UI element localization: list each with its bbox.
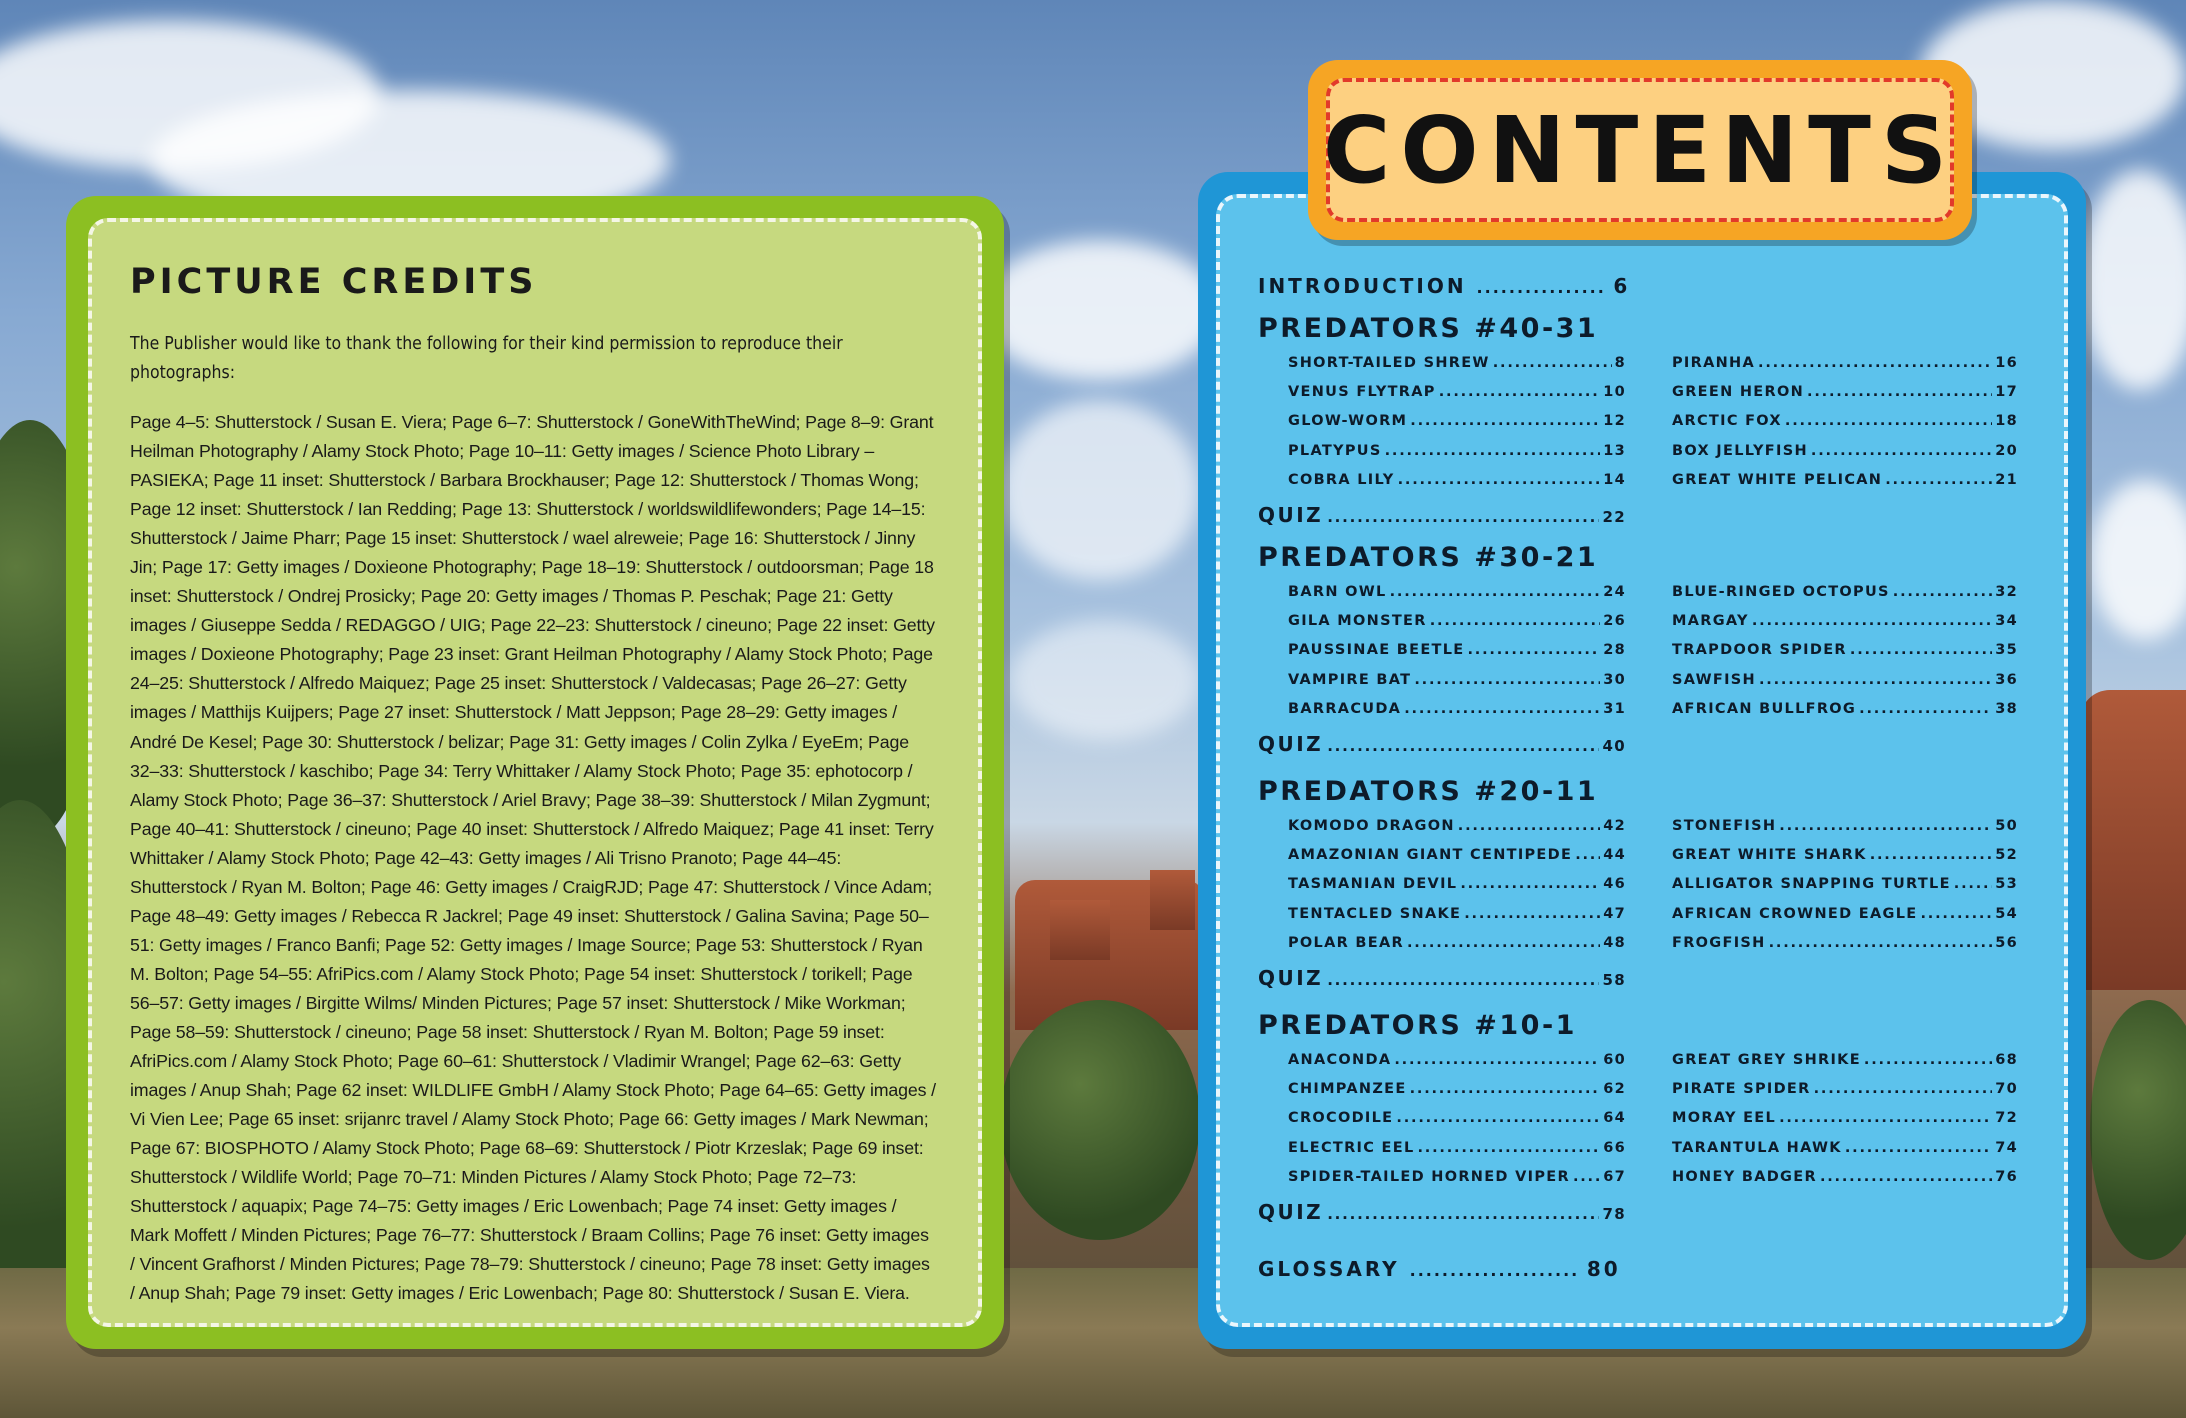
toc-entry-label: GREAT WHITE SHARK [1672, 847, 1867, 864]
toc-introduction-page: 6 [1613, 274, 1631, 298]
toc-entry-page: 38 [1995, 700, 2018, 717]
picture-credits-inner [88, 218, 982, 1327]
toc-introduction-dots: ................ [1476, 278, 1614, 297]
toc-entry-page: 68 [1995, 1052, 2018, 1068]
toc-entry-page: 16 [1995, 355, 2018, 371]
toc-entry-page: 62 [1603, 1081, 1626, 1098]
toc-entry-page: 46 [1603, 876, 1626, 893]
toc-entry-page: 66 [1603, 1139, 1626, 1156]
toc-introduction-label: INTRODUCTION [1258, 274, 1467, 298]
contents-panel [1198, 172, 2086, 1349]
toc-entry-label: GLOW-WORM [1288, 413, 1408, 430]
toc-entry-label: MARGAY [1672, 613, 1749, 630]
toc-entry-label: VAMPIRE BAT [1288, 671, 1412, 688]
toc-quiz-label: QUIZ [1258, 1200, 1324, 1224]
toc-entry-label: TASMANIAN DEVIL [1288, 876, 1458, 893]
toc-entry-label: SPIDER-TAILED HORNED VIPER [1288, 1168, 1570, 1185]
toc-entry-label: AFRICAN BULLFROG [1672, 700, 1857, 717]
toc-entry-page: 12 [1603, 413, 1626, 430]
toc-section-heading[interactable]: PREDATORS #40-31 [1258, 313, 1599, 344]
toc-entry-label: ANACONDA [1288, 1052, 1392, 1068]
toc-entry-page: 30 [1603, 671, 1626, 688]
toc-entry-label: TRAPDOOR SPIDER [1672, 642, 1847, 659]
contents-title: CONTENTS [1322, 96, 1958, 204]
toc-entry-page: 36 [1995, 671, 2018, 688]
toc-entry-page: 44 [1603, 847, 1626, 864]
toc-entry-page: 70 [1995, 1081, 2018, 1098]
toc-entry-page: 48 [1603, 934, 1626, 951]
toc-glossary-page: 80 [1586, 1257, 1621, 1281]
toc-entry-label: PIRATE SPIDER [1672, 1081, 1811, 1098]
toc-entry-page: 56 [1995, 934, 2018, 951]
toc-entry-label: ARCTIC FOX [1672, 413, 1782, 430]
toc-entry-label: BARRACUDA [1288, 700, 1402, 717]
toc-entry-page: 74 [1995, 1139, 2018, 1156]
toc-entry-label: PLATYPUS [1288, 442, 1382, 459]
toc-entry-label: VENUS FLYTRAP [1288, 384, 1436, 401]
toc-entry-label: ALLIGATOR SNAPPING TURTLE [1672, 876, 1951, 893]
toc-entry-label: CROCODILE [1288, 1110, 1394, 1127]
toc-entry-label: KOMODO DRAGON [1288, 818, 1455, 834]
toc-entry-label: STONEFISH [1672, 818, 1777, 834]
contents-title-banner [1308, 60, 1972, 240]
toc-entry-page: 17 [1995, 384, 2018, 401]
toc-entry-page: 24 [1603, 584, 1626, 600]
toc-entry-label: GILA MONSTER [1288, 613, 1427, 630]
toc-quiz-page: 22 [1602, 508, 1626, 526]
toc-entry-label: GREAT WHITE PELICAN [1672, 471, 1883, 488]
toc-entry-page: 50 [1995, 818, 2018, 834]
contents-inner [1216, 194, 2068, 1327]
toc-entry-label: TENTACLED SNAKE [1288, 905, 1462, 922]
toc-entry-page: 31 [1603, 700, 1626, 717]
toc-entry-page: 18 [1995, 413, 2018, 430]
toc-entry-page: 20 [1995, 442, 2018, 459]
toc-entry-label: TARANTULA HAWK [1672, 1139, 1842, 1156]
toc-entry-page: 52 [1995, 847, 2018, 864]
toc-entry-page: 10 [1603, 384, 1626, 401]
toc-entry-label: PIRANHA [1672, 355, 1756, 371]
picture-credits-title: PICTURE CREDITS [130, 262, 538, 302]
toc-entry-label: AMAZONIAN GIANT CENTIPEDE [1288, 847, 1573, 864]
toc-entry-label: HONEY BADGER [1672, 1168, 1817, 1185]
toc-entry-page: 13 [1603, 442, 1626, 459]
toc-entry-page: 60 [1603, 1052, 1626, 1068]
toc-entry-label: ELECTRIC EEL [1288, 1139, 1415, 1156]
toc-entry-page: 53 [1995, 876, 2018, 893]
picture-credits-panel [66, 196, 1004, 1349]
toc-quiz-page: 40 [1602, 737, 1626, 755]
toc-entry-label: PAUSSINAE BEETLE [1288, 642, 1465, 659]
picture-credits-list: Page 4–5: Shutterstock / Susan E. Viera; Page 6–7: Shutterstock / GoneWithTheWind; Page 8–9: Grant Heilman Photography / Alamy Stock Photo; Page 10–11: Getty images / Science Photo Library – PASIEKA; Page 11 inset: Shutterstock / Barbara Brockhauser; Page 12: Shutterstock / Thomas Wong; Page 12 inset: Shutterstock / Ian Redding; Page 13: Shutterstock / worldswildlifewonders; Page 14–15: Shutterstock / Jaime Pharr; Page 15 inset: Shutterstock / wael alreweie; Page 16: Shutterstock / Jinny Jin; Page 17: Getty images / Doxieone Photography; Page 18–19: Shutterstock / outdoorsman; Page 18 inset: Shutterstock / Ondrej Prosicky; Page 20: Getty images / Thomas P. Peschak; Page 21: Getty images / Giuseppe Sedda / REDAGGO / UIG; Page 22–23: Shutterstock / cineuno; Page 22 inset: Getty images / Doxieone Photography; Page 23 inset: Grant Heilman Photography / Alamy Stock Photo; Page 24–25: Shutterstock / Alfredo Maiquez; Page 25 inset: Shutterstock / Valdecasas; Page 26–27: Getty images / Matthijs Kuijpers; Page 27 inset: Shutterstock / Matt Jeppson; Page 28–29: Getty images / André De Kesel; Page 30: Shutterstock / belizar; Page 31: Getty images / Colin Zylka / EyeEm; Page 32–33: Shutterstock / kaschibo; Page 34: Terry Whittaker / Alamy Stock Photo; Page 35: ephotocorp / Alamy Stock Photo; Page 36–37: Shutterstock / Ariel Bravy; Page 38–39: Shutterstock / Milan Zygmunt; Page 40–41: Shutterstock / cineuno; Page 40 inset: Shutterstock / Alfredo Maiquez; Page 41 inset: Terry Whittaker / Alamy Stock Photo; Page 42–43: Getty images / Ali Trisno Pranoto; Page 44–45: Shutterstock / Ryan M. Bolton; Page 46: Getty images / CraigRJD; Page 47: Shutterstock / Vince Adam; Page 48–49: Getty images / Rebecca R Jackrel; Page 49 inset: Shutterstock / Galina Savina; Page 50–51: Getty images / Franco Banfi; Page 52: Getty images / Image Source; Page 53: Shutterstock / Ryan M. Bolton; Page 54–55: AfriPics.com / Alamy Stock Photo; Page 54 inset: Shutterstock / torikell; Page 56–57: Getty images / Birgitte Wilms/ Minden Pictures; Page 57 inset: Shutterstock / Mike Workman; Page 58–59: Shutterstock / cineuno; Page 58 inset: Shutterstock / Ryan M. Bolton; Page 59 inset: AfriPics.com / Alamy Stock Photo; Page 60–61: Shutterstock / Vladimir Wrangel; Page 62–63: Getty images / Anup Shah; Page 62 inset: WILDLIFE GmbH / Alamy Stock Photo; Page 64–65: Getty images / Vi Vien Lee; Page 65 inset: srijanrc travel / Alamy Stock Photo; Page 66: Getty images / Mark Newman; Page 67: BIOSPHOTO / Alamy Stock Photo; Page 68–69: Shutterstock / Piotr Krzeslak; Page 69 inset: Shutterstock / Wildlife World; Page 70–71: Minden Pictures / Alamy Stock Photo; Page 72–73: Shutterstock / aquapix; Page 74–75: Getty images / Eric Lowenbach; Page 74 inset: Getty images / Mark Moffett / Minden Pictures; Page 76–77: Shutterstock / Braam Collins; Page 76 inset: Getty images / Vincent Grafhorst / Minden Pictures; Page 78–79: Shutterstock / cineuno; Page 78 inset: Getty images / Anup Shah; Page 79 inset: Getty images / Eric Lowenbach; Page 80: Shutterstock / Susan E. Viera. [130, 412, 936, 1304]
toc-entry-page: 76 [1995, 1168, 2018, 1185]
toc-entry-label: COBRA LILY [1288, 471, 1395, 488]
toc-entry-label: SHORT-TAILED SHREW [1288, 355, 1490, 371]
toc-entry-page: 47 [1603, 905, 1626, 922]
toc-quiz-page: 58 [1602, 971, 1626, 989]
toc-glossary-dots: ..................... [1409, 1261, 1587, 1280]
toc-entry-page: 21 [1995, 471, 2018, 488]
toc-section-heading[interactable]: PREDATORS #10-1 [1258, 1010, 1577, 1041]
toc-quiz-label: QUIZ [1258, 966, 1324, 990]
toc-entry-page: 54 [1995, 905, 2018, 922]
toc-quiz-label: QUIZ [1258, 732, 1324, 756]
toc-entry-page: 64 [1603, 1110, 1626, 1127]
toc-entry-label: GREEN HERON [1672, 384, 1805, 401]
toc-entry-label: POLAR BEAR [1288, 934, 1404, 951]
toc-quiz-label: QUIZ [1258, 503, 1324, 527]
toc-entry-page: 35 [1995, 642, 2018, 659]
toc-entry-label: BARN OWL [1288, 584, 1387, 600]
contents-title-banner-inner [1322, 78, 1958, 222]
toc-entry-label: GREAT GREY SHRIKE [1672, 1052, 1861, 1068]
toc-entry-label: AFRICAN CROWNED EAGLE [1672, 905, 1918, 922]
toc-section-heading[interactable]: PREDATORS #20-11 [1258, 776, 1599, 807]
toc-glossary-label: GLOSSARY [1258, 1257, 1400, 1281]
toc-entry-label: BLUE-RINGED OCTOPUS [1672, 584, 1890, 600]
toc-entry-label: CHIMPANZEE [1288, 1081, 1407, 1098]
toc-entry-page: 34 [1995, 613, 2018, 630]
toc-entry-label: MORAY EEL [1672, 1110, 1777, 1127]
toc-entry-page: 8 [1614, 355, 1626, 371]
toc-quiz-page: 78 [1602, 1205, 1626, 1223]
toc-entry-page: 32 [1995, 584, 2018, 600]
toc-entry-label: SAWFISH [1672, 671, 1756, 688]
toc-entry-page: 42 [1603, 818, 1626, 834]
toc-entry-page: 67 [1603, 1168, 1626, 1185]
toc-entry-page: 14 [1603, 471, 1626, 488]
toc-entry-page: 28 [1603, 642, 1626, 659]
toc-entry-label: FROGFISH [1672, 934, 1766, 951]
picture-credits-intro: The Publisher would like to thank the following for their kind permission to reproduce their photographs: [130, 334, 843, 383]
toc-section-heading[interactable]: PREDATORS #30-21 [1258, 542, 1599, 573]
toc-entry-page: 72 [1995, 1110, 2018, 1127]
toc-entry-label: BOX JELLYFISH [1672, 442, 1808, 459]
toc-entry-page: 26 [1603, 613, 1626, 630]
